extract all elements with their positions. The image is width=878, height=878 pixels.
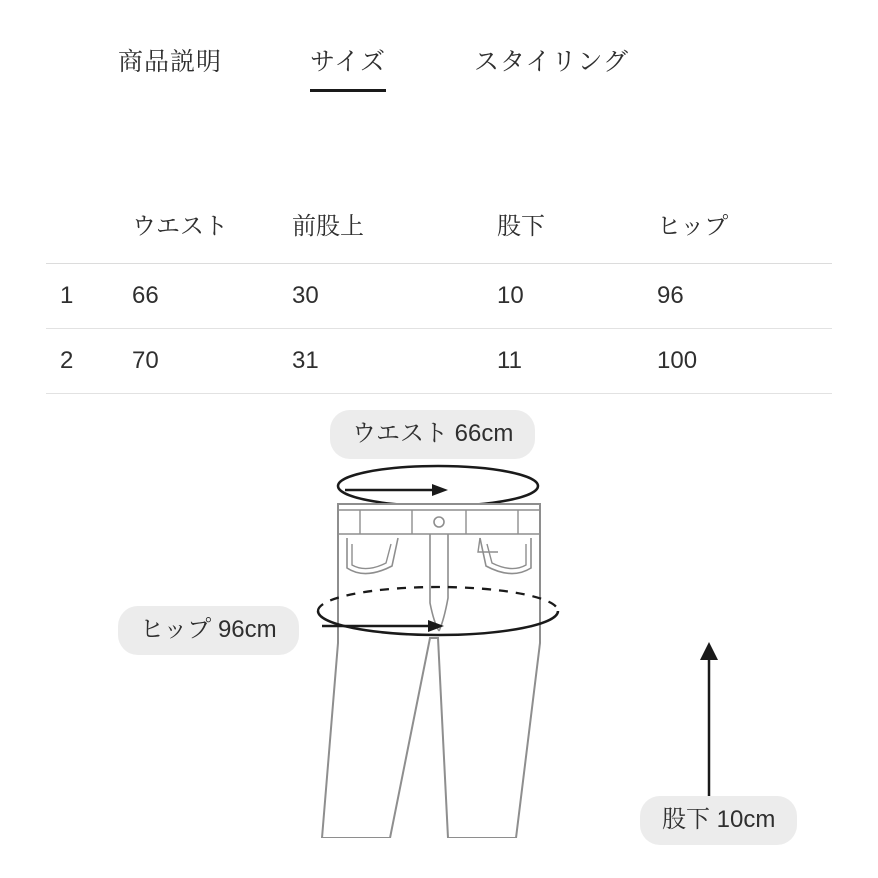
tab-description-label: 商品説明 <box>118 48 223 76</box>
column-header-index <box>46 188 132 264</box>
table-row <box>46 329 832 394</box>
cell-inseam: 10 <box>497 282 524 309</box>
cell-waist: 66 <box>132 282 159 309</box>
hip-label-text: ヒップ 96cm <box>140 616 277 643</box>
waist-ellipse <box>338 466 538 506</box>
column-header-inseam: 股下 <box>497 213 545 240</box>
column-header-hip: ヒップ <box>657 213 729 240</box>
row-index: 2 <box>60 347 74 374</box>
row-index: 1 <box>60 282 74 309</box>
inseam-label-text: 股下 10cm <box>662 806 776 833</box>
cell-hip: 100 <box>657 347 698 374</box>
measurement-diagram <box>0 398 878 838</box>
inseam-arrow-head <box>700 642 718 660</box>
column-header-rise: 前股上 <box>292 213 364 240</box>
size-table <box>46 188 832 394</box>
tab-size[interactable] <box>310 42 386 92</box>
hip-label-pill <box>118 606 299 655</box>
jeans-body <box>322 504 540 838</box>
tab-description[interactable] <box>118 42 222 92</box>
inseam-label-pill <box>640 796 797 845</box>
tab-bar <box>0 0 878 92</box>
tab-styling-label: スタイリング <box>474 48 630 76</box>
cell-rise: 31 <box>292 347 319 374</box>
cell-rise: 30 <box>292 282 319 309</box>
tab-size-label: サイズ <box>310 48 387 76</box>
size-table-body <box>46 264 832 394</box>
tab-styling[interactable] <box>474 42 629 92</box>
size-table-container <box>0 188 878 394</box>
column-header-waist: ウエスト <box>132 213 228 240</box>
table-row <box>46 264 832 329</box>
waist-arrow-head <box>432 484 448 496</box>
table-header-row <box>46 188 832 264</box>
cell-waist: 70 <box>132 347 159 374</box>
waist-label-text: ウエスト 66cm <box>352 420 514 447</box>
waist-label-pill <box>330 410 535 459</box>
size-table-header <box>46 188 832 264</box>
cell-inseam: 11 <box>497 347 522 374</box>
cell-hip: 96 <box>657 282 684 309</box>
